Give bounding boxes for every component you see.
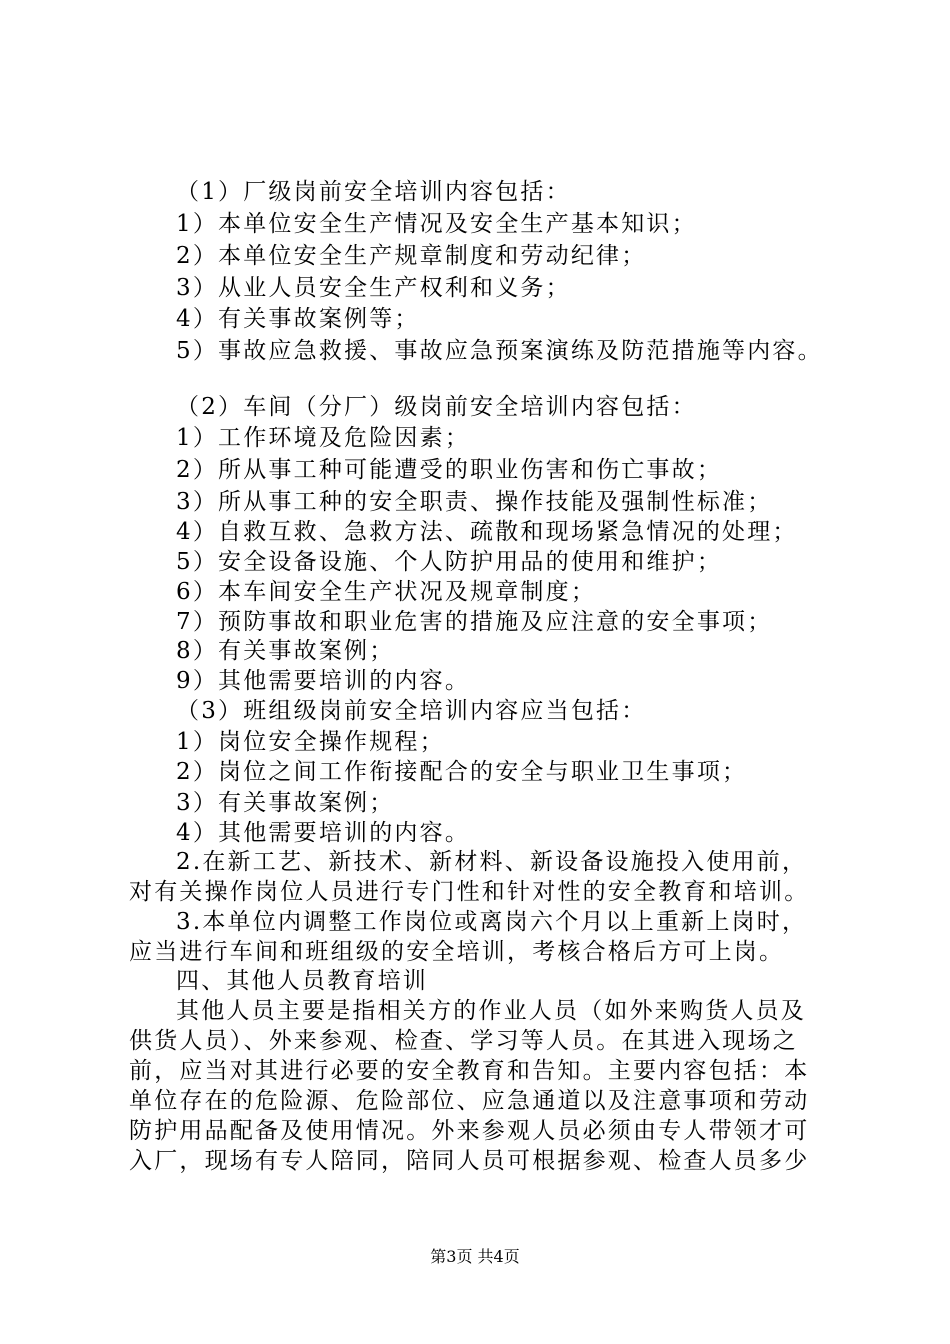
list-item: 5）安全设备设施、个人防护用品的使用和维护； (176, 549, 723, 575)
list-item: 8）有关事故案例； (176, 638, 395, 664)
paragraph-line: 前，应当对其进行必要的安全教育和告知。主要内容包括：本 (129, 1058, 810, 1084)
paragraph-line: 应当进行车间和班组级的安全培训，考核合格后方可上岗。 (129, 939, 785, 965)
section3-heading: （3）班组级岗前安全培训内容应当包括： (176, 698, 647, 724)
section2-heading: （2）车间（分厂）级岗前安全培训内容包括： (176, 394, 697, 420)
list-item: 1）本单位安全生产情况及安全生产基本知识； (176, 211, 697, 237)
list-item: 2）本单位安全生产规章制度和劳动纪律； (176, 243, 647, 269)
list-item: 5）事故应急救援、事故应急预案演练及防范措施等内容。 (176, 338, 823, 364)
section1-heading: （1）厂级岗前安全培训内容包括： (176, 179, 571, 205)
list-item: 4）自救互救、急救方法、疏散和现场紧急情况的处理； (176, 519, 798, 545)
list-item: 1）工作环境及危险因素； (176, 425, 471, 451)
list-item: 2）岗位之间工作衔接配合的安全与职业卫生事项； (176, 759, 748, 785)
paragraph-line: 3.本单位内调整工作岗位或离岗六个月以上重新上岗时， (176, 909, 808, 935)
list-item: 4）有关事故案例等； (176, 306, 420, 332)
list-item: 6）本车间安全生产状况及规章制度； (176, 579, 597, 605)
paragraph-line: 单位存在的危险源、危险部位、应急通道以及注意事项和劳动 (129, 1088, 810, 1114)
paragraph-line: 对有关操作岗位人员进行专门性和针对性的安全教育和培训。 (129, 879, 810, 905)
list-item: 4）其他需要培训的内容。 (176, 820, 471, 846)
list-item: 3）有关事故案例； (176, 790, 395, 816)
paragraph-line: 供货人员）、外来参观、检查、学习等人员。在其进入现场之 (129, 1028, 798, 1054)
list-item: 7）预防事故和职业危害的措施及应注意的安全事项； (176, 609, 773, 635)
section4-heading: 四、其他人员教育培训 (176, 968, 428, 994)
paragraph-line: 入厂，现场有专人陪同，陪同人员可根据参观、检查人员多少 (129, 1148, 810, 1174)
page-number: 第3页 共4页 (430, 1247, 520, 1266)
list-item: 1）岗位安全操作规程； (176, 729, 445, 755)
list-item: 9）其他需要培训的内容。 (176, 668, 471, 694)
list-item: 2）所从事工种可能遭受的职业伤害和伤亡事故； (176, 457, 723, 483)
list-item: 3）所从事工种的安全职责、操作技能及强制性标准； (176, 489, 773, 515)
paragraph-line: 2.在新工艺、新技术、新材料、新设备设施投入使用前， (176, 849, 808, 875)
list-item: 3）从业人员安全生产权利和义务； (176, 275, 571, 301)
paragraph-line: 防护用品配备及使用情况。外来参观人员必须由专人带领才可 (129, 1118, 810, 1144)
paragraph-line: 其他人员主要是指相关方的作业人员（如外来购货人员及 (176, 998, 806, 1024)
